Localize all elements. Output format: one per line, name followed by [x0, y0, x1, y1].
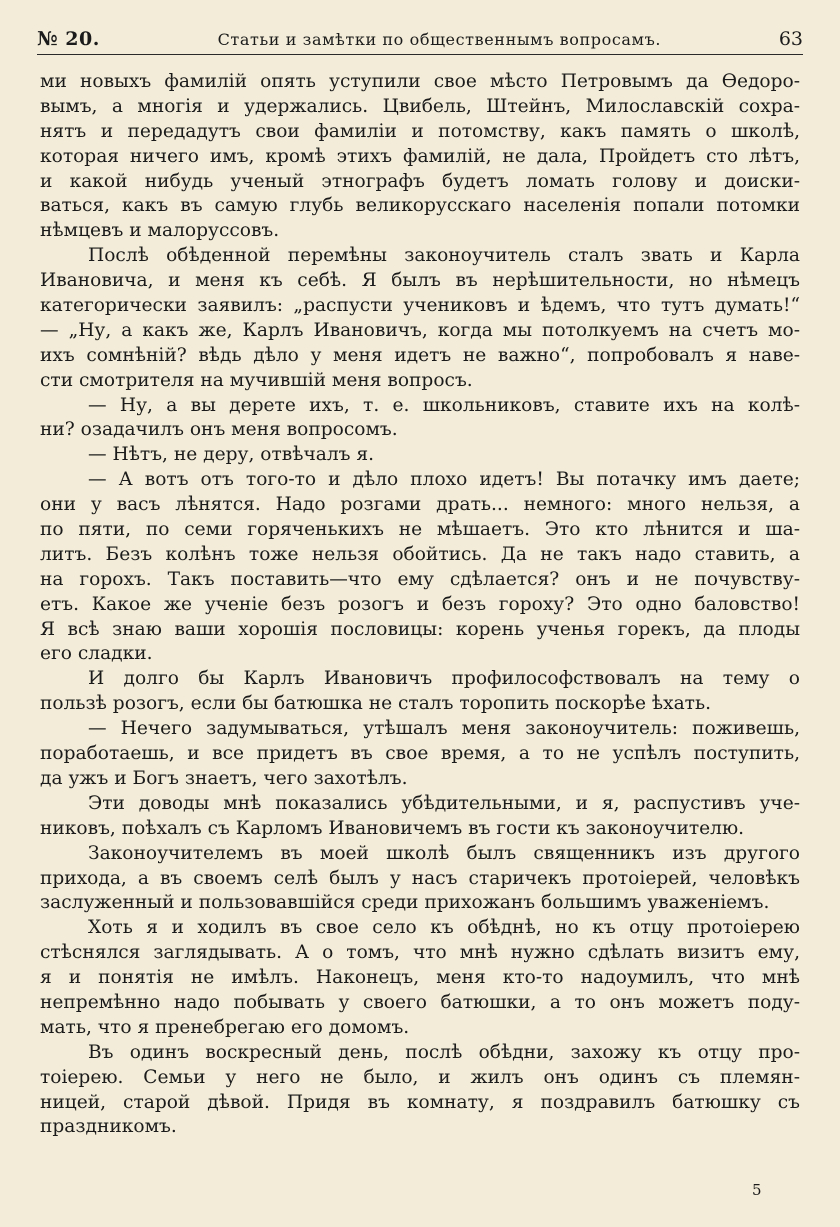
page-number: 63 [778, 28, 803, 50]
text-line: ницей, старой дѣвой. Придя въ комнату, я поздравилъ батюшку съ [40, 1091, 800, 1113]
text-line: тоіерею. Семьи у него не было, и жилъ онъ одинъ съ племян- [40, 1066, 800, 1088]
text-line: Послѣ обѣденной перемѣны законоучитель сталъ звать и Карла [88, 245, 800, 267]
text-line: пользѣ розогъ, если бы батюшка не сталъ торопить поскорѣе ѣхать. [40, 693, 711, 715]
text-line: заслуженный и пользовавшійся среди прихожанъ большимъ уваженіемъ. [40, 892, 770, 914]
text-line: ми новыхъ фамилій опять уступили свое мѣсто Петровымъ да Ѳедоро- [40, 71, 800, 92]
text-line: литъ. Безъ колѣнъ тоже нельзя обойтись. Да не такъ надо ставить, а [40, 543, 800, 565]
text-line: Законоучителемъ въ моей школѣ былъ священникъ изъ другого [88, 842, 800, 864]
issue-number: № 20. [37, 28, 100, 50]
text-line: никовъ, поѣхалъ съ Карломъ Ивановичемъ въ гости къ законоучителю. [40, 817, 745, 839]
text-line: поработаешь, и все придетъ въ свое время, а то не успѣлъ поступить, [40, 743, 800, 765]
text-line: стѣснялся заглядывать. А о томъ, что мнѣ нужно сдѣлать визитъ ему, [40, 942, 800, 964]
text-line: нятъ и передадутъ свои фамиліи и потомству, какъ память о школѣ, [40, 120, 800, 142]
text-line: да ужъ и Богъ знаетъ, чего захотѣлъ. [40, 767, 408, 789]
text-line: я и понятія не имѣлъ. Наконецъ, меня кто-то надоумилъ, что мнѣ [40, 967, 800, 989]
body-text [40, 70, 800, 1140]
text-line: Хоть я и ходилъ въ свое село къ обѣднѣ, но къ отцу протоіерею [88, 917, 800, 939]
signature-mark: 5 [752, 1181, 762, 1199]
text-line: Въ одинъ воскресный день, послѣ обѣдни, захожу къ отцу про- [88, 1041, 800, 1063]
text-line: сти смотрителя на мучившій меня вопросъ. [40, 369, 473, 391]
text-line: — Нечего задумываться, утѣшалъ меня законоучитель: поживешь, [88, 718, 800, 740]
text-line: И долго бы Карлъ Ивановичъ профилософствовалъ на тему о [88, 668, 800, 690]
text-line: — Нѣтъ, не деру, отвѣчалъ я. [88, 444, 375, 466]
text-line: ихъ сомнѣній? вѣдь дѣло у меня идетъ не важно“, попробовалъ я наве- [40, 344, 800, 366]
text-line: мать, что я пренебрегаю его домомъ. [40, 1016, 410, 1038]
text-line: Эти доводы мнѣ показались убѣдительными, и я, распустивъ уче- [88, 792, 800, 814]
text-line: его сладки. [40, 643, 153, 665]
text-line: непремѣнно надо побывать у своего батюшки, а то онъ можетъ поду- [40, 991, 800, 1013]
text-line: они у васъ лѣнятся. Надо розгами драть... немного: много нельзя, а [40, 494, 800, 516]
running-header [37, 24, 803, 55]
text-line: прихода, а въ своемъ селѣ былъ у насъ старичекъ протоіерей, человѣкъ [40, 867, 800, 889]
text-line: которая ничего имъ, кромѣ этихъ фамилій, не дала, Пройдетъ сто лѣтъ, [40, 145, 800, 167]
text-line: — Ну, а вы дерете ихъ, т. е. школьниковъ, ставите ихъ на колѣ- [88, 394, 800, 416]
running-title: Статьи и замѣтки по общественнымъ вопросамъ. [217, 29, 662, 49]
text-line: — „Ну, а какъ же, Карлъ Ивановичъ, когда мы потолкуемъ на счетъ мо- [40, 319, 800, 341]
text-line: праздникомъ. [40, 1116, 177, 1138]
text-line: по пяти, по семи горяченькихъ не мѣшаетъ. Это кто лѣнится и ша- [40, 519, 800, 541]
text-line: ваться, какъ въ самую глубь великорусскаго населенія попали потомки [40, 195, 800, 217]
text-line: нѣмцевъ и малоруссовъ. [40, 220, 280, 242]
text-line: етъ. Какое же ученіе безъ розогъ и безъ гороху? Это одно баловство! [40, 593, 800, 615]
text-line: на горохъ. Такъ поставить—что ему сдѣлается? онъ и не почувству- [40, 568, 800, 590]
text-line: — А вотъ отъ того-то и дѣло плохо идетъ! Вы потачку имъ даете; [88, 469, 800, 491]
text-line: ни? озадачилъ онъ меня вопросомъ. [40, 419, 398, 441]
text-line: категорически заявилъ: „распусти учениковъ и ѣдемъ, что тутъ думать!“ [40, 295, 800, 317]
text-line: вымъ, а многія и удержались. Цвибель, Штейнъ, Милославскій сохра- [40, 95, 800, 117]
text-line: Я всѣ знаю ваши хорошія пословицы: корень ученья горекъ, да плоды [40, 618, 800, 640]
text-line: Ивановича, и меня къ себѣ. Я былъ въ нерѣшительности, но нѣмецъ [40, 270, 800, 292]
text-line: и какой нибудь ученый этнографъ будетъ ломать голову и доиски- [40, 170, 800, 192]
